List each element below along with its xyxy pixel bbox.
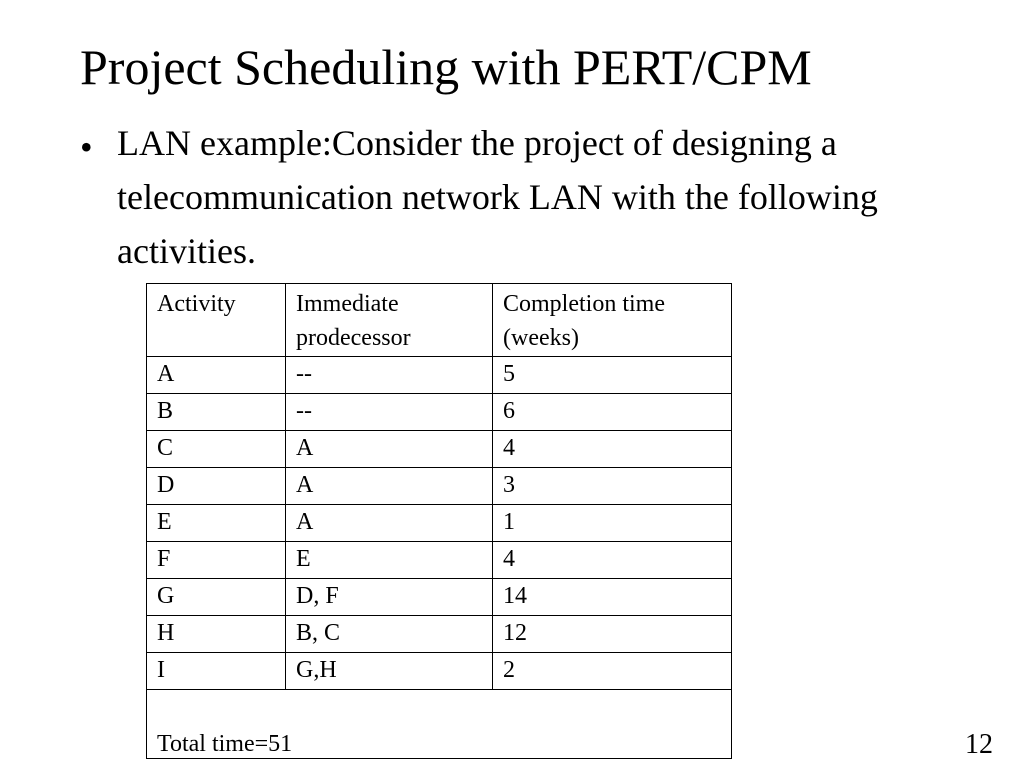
cell-activity: I <box>147 653 286 690</box>
cell-predecessor: -- <box>286 357 493 394</box>
table-row <box>147 653 732 690</box>
header-predecessor: Immediate prodecessor <box>286 284 493 357</box>
bullet-text: LAN example:Consider the project of designing a telecommunication network LAN with the following activities. <box>117 123 878 271</box>
table-footer-row <box>147 690 732 759</box>
cell-time: 3 <box>493 468 732 505</box>
cell-activity: F <box>147 542 286 579</box>
table-header-row <box>147 284 732 357</box>
bullet-marker: • <box>80 127 93 167</box>
table-row <box>147 468 732 505</box>
cell-activity: A <box>147 357 286 394</box>
cell-activity: D <box>147 468 286 505</box>
table-row <box>147 579 732 616</box>
cell-predecessor: A <box>286 468 493 505</box>
table-row <box>147 542 732 579</box>
cell-activity: E <box>147 505 286 542</box>
header-activity: Activity <box>147 284 286 357</box>
cell-predecessor: -- <box>286 394 493 431</box>
cell-predecessor: E <box>286 542 493 579</box>
page-number: 12 <box>965 729 993 760</box>
table-row <box>147 616 732 653</box>
cell-predecessor: G,H <box>286 653 493 690</box>
table-row <box>147 357 732 394</box>
cell-time: 1 <box>493 505 732 542</box>
cell-time: 4 <box>493 542 732 579</box>
cell-time: 2 <box>493 653 732 690</box>
cell-predecessor: A <box>286 431 493 468</box>
cell-activity: C <box>147 431 286 468</box>
cell-time: 14 <box>493 579 732 616</box>
table-row <box>147 505 732 542</box>
slide-title: Project Scheduling with PERT/CPM <box>80 39 812 95</box>
cell-activity: G <box>147 579 286 616</box>
table-row <box>147 431 732 468</box>
cell-predecessor: A <box>286 505 493 542</box>
activity-table-container <box>146 283 732 759</box>
cell-time: 5 <box>493 357 732 394</box>
header-completion-time: Completion time (weeks) <box>493 284 732 357</box>
cell-time: 6 <box>493 394 732 431</box>
cell-predecessor: D, F <box>286 579 493 616</box>
cell-activity: B <box>147 394 286 431</box>
table-row <box>147 394 732 431</box>
cell-time: 12 <box>493 616 732 653</box>
bullet-point <box>80 116 880 278</box>
cell-predecessor: B, C <box>286 616 493 653</box>
cell-activity: H <box>147 616 286 653</box>
cell-time: 4 <box>493 431 732 468</box>
activity-table <box>146 283 732 759</box>
total-time-cell: Total time=51 <box>147 690 732 759</box>
